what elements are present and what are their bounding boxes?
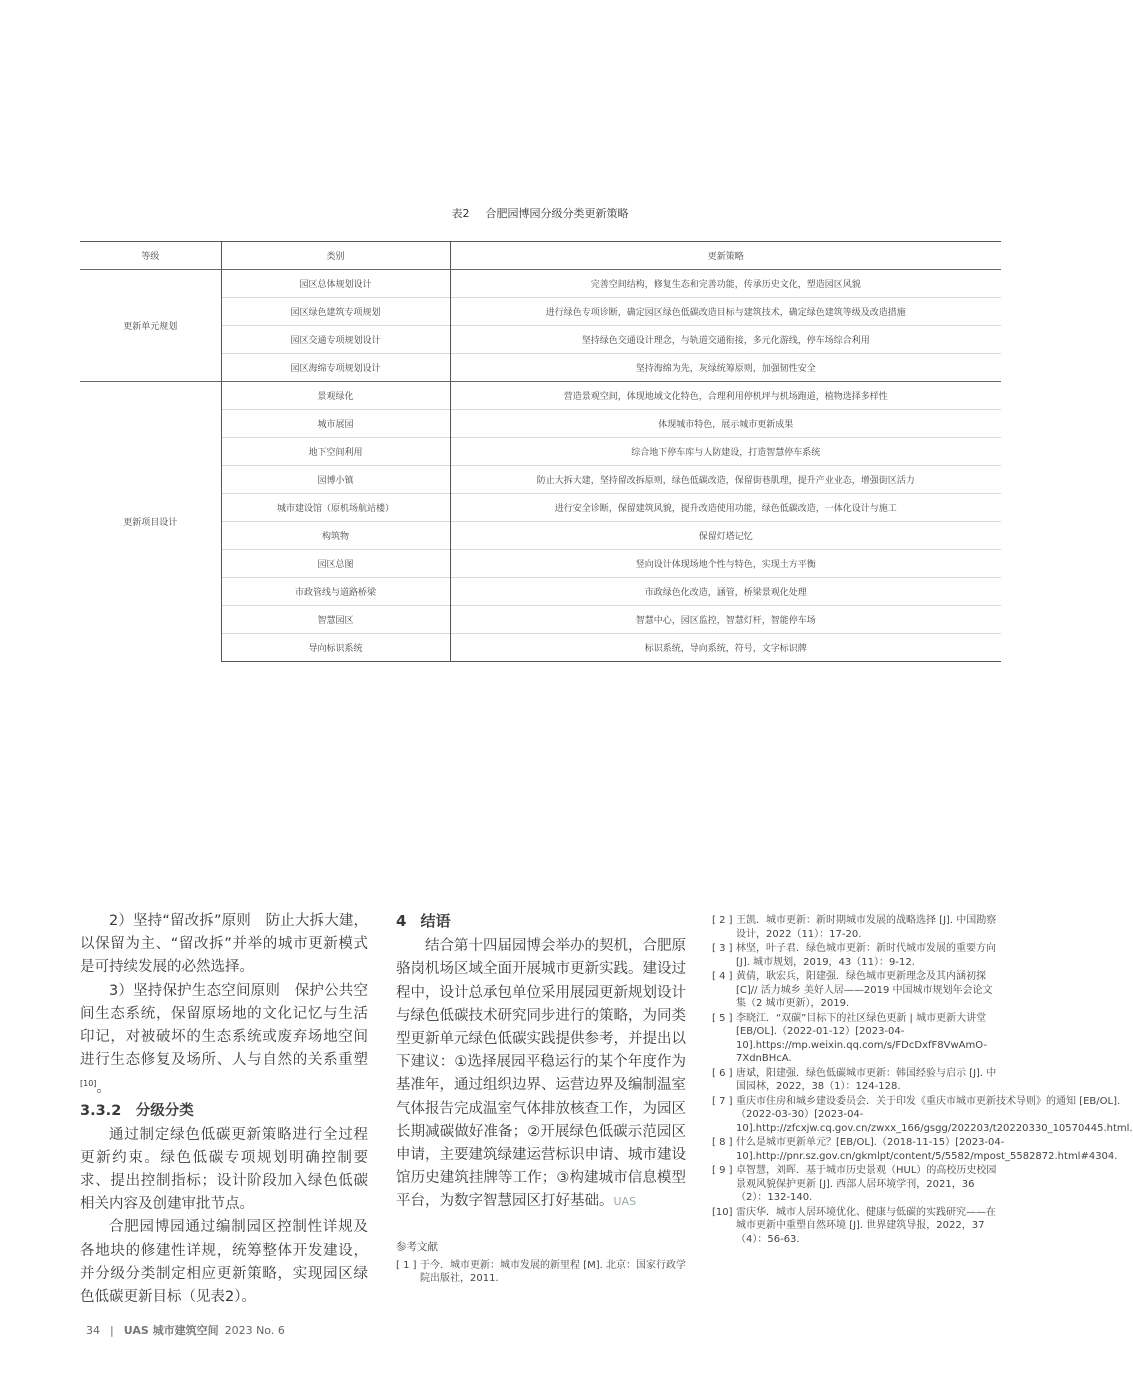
header-level: 等级 — [80, 242, 221, 270]
category-cell: 地下空间利用 — [221, 438, 450, 466]
strategy-cell: 智慧中心，园区监控，智慧灯杆，智能停车场 — [450, 606, 1001, 634]
category-cell: 导向标识系统 — [221, 634, 450, 662]
end-mark: UAS — [613, 1195, 637, 1209]
table-number: 表2 — [451, 207, 470, 220]
paragraph: 3）坚持保护生态空间原则 保护公共空间生态系统，保留原场地的文化记忆与生活印记，对被破坏的生态系统或废弃场地空间进行生态修复及场所、人与自然的关系重塑[10]。 — [80, 982, 368, 1097]
table-header-row — [80, 242, 1001, 270]
strategy-cell: 营造景观空间，体现地域文化特色，合理利用停机坪与机场跑道，植物选择多样性 — [450, 382, 1001, 410]
text-column-left — [80, 910, 368, 1309]
strategy-cell: 综合地下停车库与人防建设，打造智慧停车系统 — [450, 438, 1001, 466]
reference-item: [ 4 ] 黄倩，耿宏兵，阳建强．绿色城市更新理念及其内涵初探 [C]// 活力城乡 美好人居——2019 中国城市规划年会论文集（2 城市更新），2019. — [712, 971, 993, 1009]
section-heading: 4 结语 — [396, 912, 451, 930]
page-number: 34 — [86, 1324, 100, 1337]
category-cell: 园区绿色建筑专项规划 — [221, 298, 450, 326]
category-cell: 智慧园区 — [221, 606, 450, 634]
category-cell: 园区海绵专项规划设计 — [221, 354, 450, 382]
reference-item: [10] 雷庆华．城市人居环境优化、健康与低碳的实践研究——在城市更新中重塑自然环境 [J]. 世界建筑导报，2022，37（4）：56-63. — [712, 1206, 996, 1245]
strategy-cell: 完善空间结构，修复生态和完善功能，传承历史文化，塑造园区风貌 — [450, 270, 1001, 298]
reference-item: [ 2 ] 王凯．城市更新：新时期城市发展的战略选择 [J]. 中国勘察设计，2022（11）：17-20. — [712, 915, 997, 940]
strategy-cell: 标识系统，导向系统，符号，文字标识牌 — [450, 634, 1001, 662]
text-column-middle — [396, 910, 686, 1286]
paragraph: 合肥园博园通过编制园区控制性详规及各地块的修建性详规，统筹整体开发建设，并分级分类制定相应更新策略，实现园区绿色低碳更新目标（见表2）。 — [80, 1219, 368, 1306]
strategy-cell: 竖向设计体现场地个性与特色，实现土方平衡 — [450, 550, 1001, 578]
citation: [10] — [80, 1079, 97, 1089]
strategy-cell: 防止大拆大建，坚持留改拆原则，绿色低碳改造，保留街巷肌理，提升产业业态，增强街区活力 — [450, 466, 1001, 494]
reference-item: [ 9 ] 卓智慧，刘晖．基于城市历史景观（HUL）的高校历史校园景观风貌保护更新 [J]. 西部人居环境学刊，2021，36（2）：132-140. — [712, 1165, 997, 1203]
table-row — [80, 382, 1001, 410]
paragraph: 2）坚持“留改拆”原则 防止大拆大建，以保留为主、“留改拆”并举的城市更新模式是可持续发展的必然选择。 — [80, 913, 368, 976]
category-cell: 城市建设馆（原机场航站楼） — [221, 494, 450, 522]
strategy-cell: 体现城市特色，展示城市更新成果 — [450, 410, 1001, 438]
level-cell: 更新单元规划 — [80, 270, 221, 382]
category-cell: 城市展园 — [221, 410, 450, 438]
strategy-cell: 进行绿色专项诊断，确定园区绿色低碳改造目标与建筑技术，确定绿色建筑等级及改造措施 — [450, 298, 1001, 326]
paragraph: 结合第十四届园博会举办的契机，合肥原骆岗机场区域全面开展城市更新实践。建设过程中，设计总承包单位采用展园更新规划设计与绿色低碳技术研究同步进行的策略，为同类型更新单元绿色低碳实践提供参考，并提出以下建议：①选择展园平稳运行的某个年度作为基准年，通过组织边界、运营边界及编制温室气体报告完成温室气体排放核查工作，为园区长期减碳做好准备；②开展绿色低碳示范园区申请，主要建筑绿建运营标识申请、城市建设馆历史建筑挂牌等工作；③构建城市信息模型平台，为数字智慧园区打好基础。UAS — [396, 938, 686, 1210]
category-cell: 景观绿化 — [221, 382, 450, 410]
strategy-cell: 坚持海绵为先，灰绿统筹原则，加强韧性安全 — [450, 354, 1001, 382]
category-cell: 园区交通专项规划设计 — [221, 326, 450, 354]
category-cell: 园博小镇 — [221, 466, 450, 494]
references-list — [712, 914, 1133, 1247]
table-caption — [0, 205, 1080, 221]
references-title: 参考文献 — [396, 1240, 438, 1253]
page-footer: 34 | UAS 城市建筑空间 2023 No. 6 — [86, 1324, 285, 1337]
strategy-cell: 进行安全诊断，保留建筑风貌，提升改造使用功能，绿色低碳改造，一体化设计与施工 — [450, 494, 1001, 522]
strategy-cell: 坚持绿色交通设计理念，与轨道交通衔接，多元化游线，停车场综合利用 — [450, 326, 1001, 354]
reference-item: [ 6 ] 唐斌，阳建强．绿色低碳城市更新：韩国经验与启示 [J]. 中国园林，2022，38（1）：124-128. — [712, 1067, 997, 1092]
reference-item: [ 7 ] 重庆市住房和城乡建设委员会．关于印发《重庆市城市更新技术导则》的通知 [EB/OL].（2022-03-30）[2023-04-10].http://zfcxjw.cq.gov.cn/zwxx_166/gsgg/202203/t20220330_10570445.html. — [712, 1095, 1133, 1134]
strategy-cell: 市政绿色化改造，涵管，桥梁景观化处理 — [450, 578, 1001, 606]
category-cell: 园区总图 — [221, 550, 450, 578]
category-cell: 市政管线与道路桥梁 — [221, 578, 450, 606]
reference-item: [ 5 ] 李晓江．“双碳”目标下的社区绿色更新 | 城市更新大讲堂 [EB/OL].（2022-01-12）[2023-04-10].https://mp.weixin.qq.com/s/FDcDxfF8VwAmO-7XdnBHcA. — [712, 1012, 987, 1064]
table-title: 合肥园博园分级分类更新策略 — [485, 207, 629, 220]
level-cell: 更新项目设计 — [80, 382, 221, 662]
strategy-table — [80, 241, 1001, 662]
reference-item: [ 1 ] 于今．城市更新：城市发展的新里程 [M]. 北京：国家行政学院出版社，2011. — [396, 1259, 686, 1285]
journal-logo: UAS 城市建筑空间 — [123, 1324, 219, 1337]
header-category: 类别 — [221, 242, 450, 270]
reference-item: [ 8 ] 什么是城市更新单元？[EB/OL].（2018-11-15）[2023-04-10].http://pnr.sz.gov.cn/gkmlpt/content/5/5582/mpost_5582872.html#4304. — [712, 1137, 1118, 1162]
header-strategy: 更新策略 — [450, 242, 1001, 270]
issue-info: 2023 No. 6 — [224, 1324, 285, 1337]
paragraph: 通过制定绿色低碳更新策略进行全过程更新约束。绿色低碳专项规划明确控制要求、提出控制指标；设计阶段加入绿色低碳相关内容及创建审批节点。 — [80, 1126, 368, 1213]
table-row — [80, 270, 1001, 298]
reference-item: [ 3 ] 林坚，叶子君．绿色城市更新：新时代城市发展的重要方向 [J]. 城市规划，2019，43（11）：9-12. — [712, 943, 996, 968]
section-heading: 3.3.2 分级分类 — [80, 1103, 194, 1120]
category-cell: 园区总体规划设计 — [221, 270, 450, 298]
category-cell: 构筑物 — [221, 522, 450, 550]
strategy-cell: 保留灯塔记忆 — [450, 522, 1001, 550]
